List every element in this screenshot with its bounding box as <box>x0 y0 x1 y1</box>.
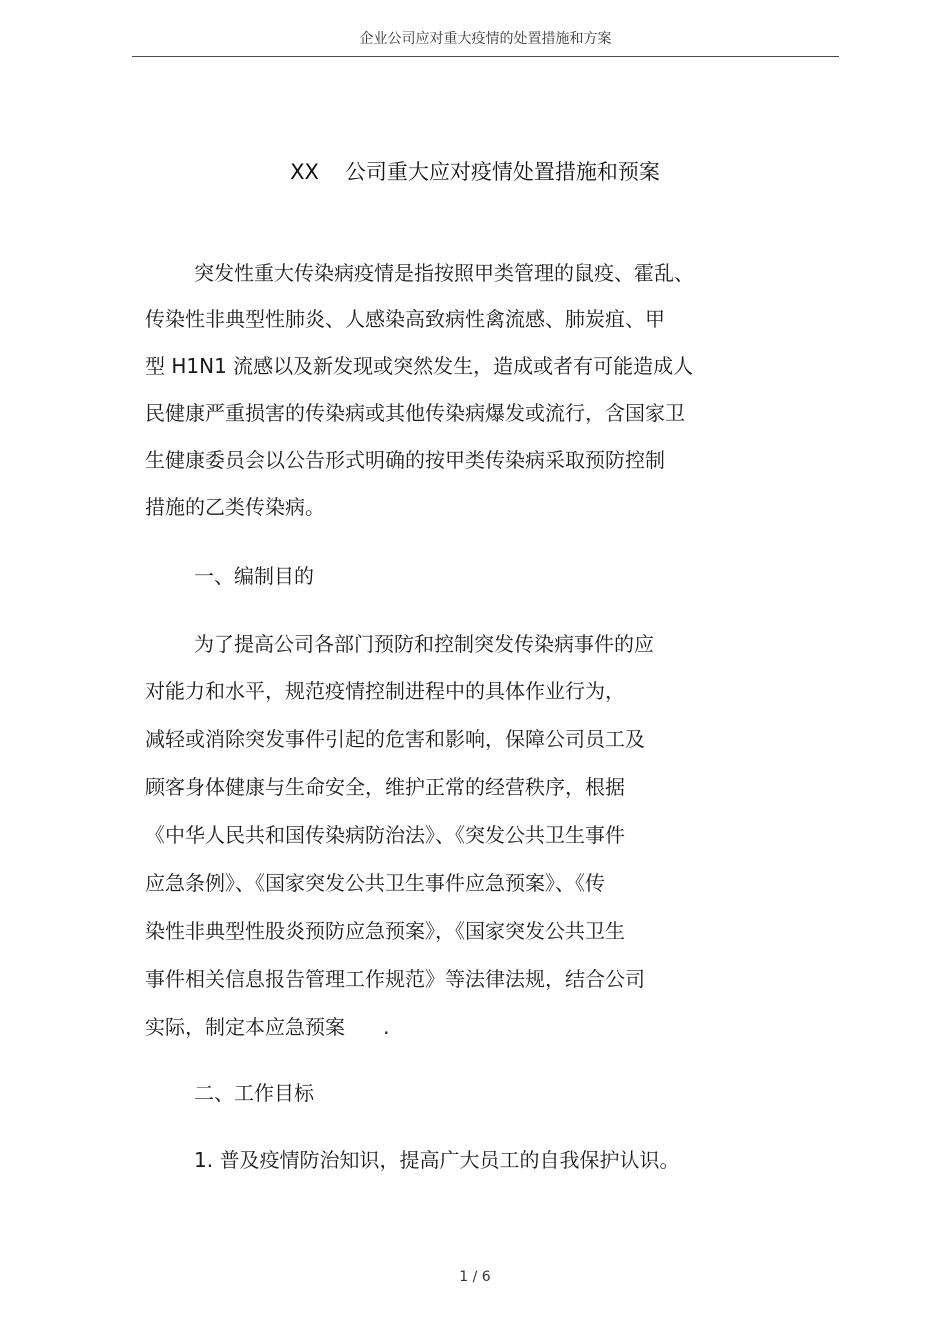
section-heading: 一、编制目的 <box>194 564 314 588</box>
intro-line: 生健康委员会以公告形式明确的按甲类传染病采取预防控制 <box>145 448 665 472</box>
page-header <box>132 30 839 57</box>
section1-line: 实际，制定本应急预案 . <box>145 1015 390 1039</box>
page-number: 1 / 6 <box>459 1269 491 1285</box>
intro-line: 突发性重大传染病疫情是指按照甲类管理的鼠疫、霍乱、 <box>194 261 694 285</box>
title-prefix: XX <box>290 160 319 184</box>
intro-line: 传染性非典型性肺炎、人感染高致病性禽流感、肺炭疽、甲 <box>145 307 665 331</box>
section1-line: 减轻或消除突发事件引起的危害和影响，保障公司员工及 <box>145 727 645 751</box>
title-main: 公司重大应对疫情处置措施和预案 <box>344 160 660 184</box>
document-title <box>0 157 950 187</box>
section1-line: 染性非典型性股炎预防应急预案》，《国家突发公共卫生 <box>145 919 625 943</box>
section1-line: 事件相关信息报告管理工作规范》等法律法规，结合公司 <box>145 967 645 991</box>
section1-line: 顾客身体健康与生命安全，维护正常的经营秩序，根据 <box>145 775 625 799</box>
section-heading: 二、工作目标 <box>194 1081 314 1105</box>
section1-line: 对能力和水平，规范疫情控制进程中的具体作业行为， <box>145 679 625 703</box>
section1-line: 应急条例》、《国家突发公共卫生事件应急预案》、《传 <box>145 871 605 895</box>
running-title: 企业公司应对重大疫情的处置措施和方案 <box>359 31 612 47</box>
intro-line: 措施的乙类传染病。 <box>145 495 325 519</box>
intro-line: 型 H1N1 流感以及新发现或突然发生，造成或者有可能造成人 <box>145 354 694 378</box>
list-item: 1. 普及疫情防治知识，提高广大员工的自我保护认识。 <box>194 1148 680 1172</box>
intro-line: 民健康严重损害的传染病或其他传染病爆发或流行，含国家卫 <box>145 401 685 425</box>
section1-line: 为了提高公司各部门预防和控制突发传染病事件的应 <box>194 632 654 656</box>
section1-line: 《中华人民共和国传染病防治法》、《突发公共卫生事件 <box>145 823 625 847</box>
